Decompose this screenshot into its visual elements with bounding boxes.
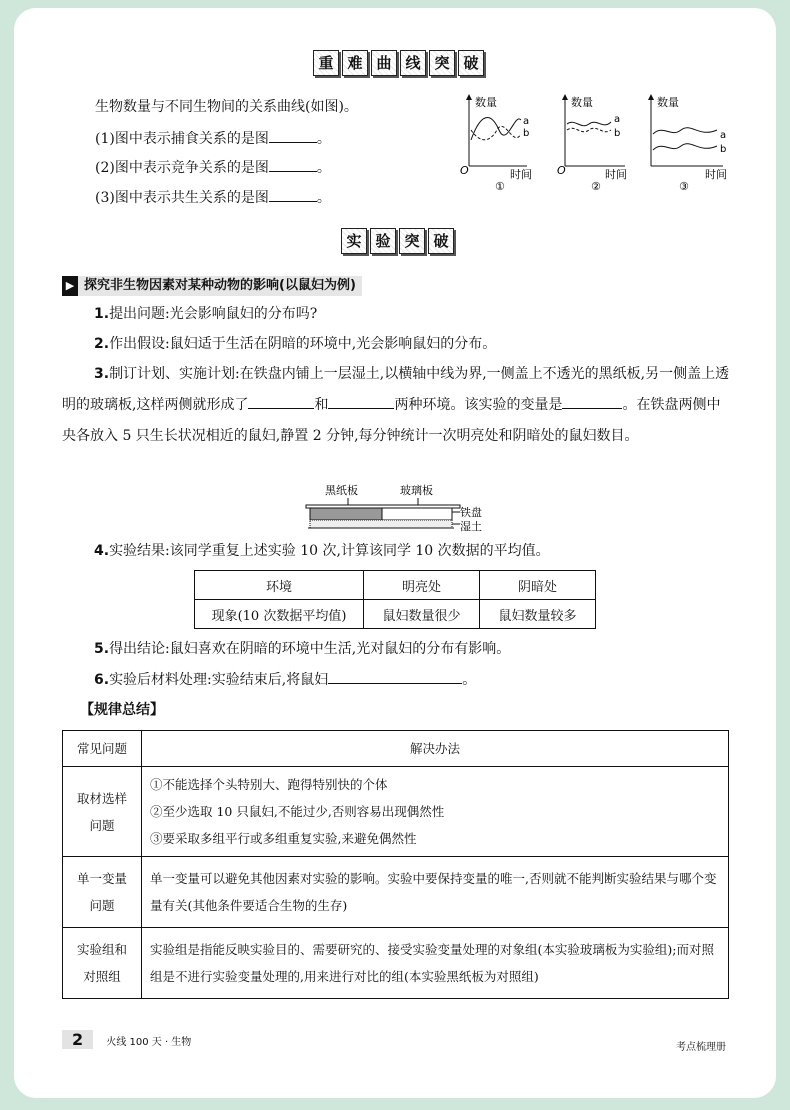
period: 。 <box>316 190 331 206</box>
play-triangle-icon: ▶ <box>62 276 78 296</box>
tray-diagram <box>300 480 500 534</box>
step-number: 2. <box>94 336 110 352</box>
table-cell: 鼠妇数量很少 <box>364 600 480 629</box>
question-3-text: (3)图中表示共生关系的是图 <box>95 190 269 206</box>
section-heading <box>62 276 362 296</box>
step-text: 得出结论:鼠妇喜欢在阴暗的环境中生活,光对鼠妇的分布有影响。 <box>109 641 511 657</box>
step-text: 制订计划、实施计划:在铁盘内铺上一层湿土,以横轴中线为界,一侧盖上不透光的黑纸板,另一侧盖上透明的玻璃板,这样两侧就形成了 <box>62 366 730 413</box>
step-text: 作出假设:鼠妇适于生活在阴暗的环境中,光会影响鼠妇的分布。 <box>109 336 497 352</box>
step-5 <box>94 634 730 665</box>
banner-char: 突 <box>429 50 455 76</box>
answer-blank[interactable] <box>328 394 394 409</box>
step-number: 4. <box>94 543 110 559</box>
soil-label: 湿土 <box>460 520 482 533</box>
question-1 <box>95 128 331 149</box>
question-1-text: (1)图中表示捕食关系的是图 <box>95 131 269 147</box>
graph-number: ① <box>495 180 505 192</box>
banner-char: 破 <box>458 50 484 76</box>
footer-right: 考点梳理册 <box>676 1042 726 1053</box>
banner-char: 曲 <box>371 50 397 76</box>
table-row <box>63 928 729 999</box>
graph-number: ② <box>591 180 601 192</box>
x-axis-label: 时间 <box>510 168 532 181</box>
period: 。 <box>462 672 477 688</box>
table-cell <box>142 767 729 857</box>
table-cell: 取材选样问题 <box>63 767 142 857</box>
curve-a-label: a <box>614 114 621 125</box>
banner-char: 实 <box>341 228 367 254</box>
curve-b-label: b <box>523 128 530 139</box>
table-header: 常见问题 <box>63 731 142 767</box>
results-table <box>194 570 596 629</box>
step-text: 实验结果:该同学重复上述实验 10 次,计算该同学 10 次数据的平均值。 <box>109 543 550 559</box>
intro-text: 生物数量与不同生物间的关系曲线(如图)。 <box>95 99 358 115</box>
curve-b-label: b <box>614 128 621 139</box>
question-2 <box>95 157 331 178</box>
wet-soil <box>310 520 452 528</box>
y-axis-label: 数量 <box>657 96 679 109</box>
origin-label: O <box>557 164 566 177</box>
step-text: 和 <box>314 397 329 413</box>
table-row <box>195 571 596 600</box>
step-text: 两种环境。该实验的变量是 <box>394 397 563 413</box>
solution-line: ②至少选取 10 只鼠妇,不能过少,否则容易出现偶然性 <box>150 804 445 819</box>
graph-number: ③ <box>679 180 689 192</box>
answer-blank[interactable] <box>269 128 317 143</box>
banner-char: 线 <box>400 50 426 76</box>
y-axis-label: 数量 <box>475 96 497 109</box>
banner-difficult-curves <box>313 50 484 76</box>
y-axis-label: 数量 <box>571 96 593 109</box>
step-number: 3. <box>94 366 110 382</box>
glass-board <box>382 508 452 520</box>
curve-b-label: b <box>720 144 727 155</box>
period: 。 <box>316 160 331 176</box>
banner-experiment <box>341 228 454 254</box>
relationship-graphs <box>455 92 745 192</box>
question-2-text: (2)图中表示竞争关系的是图 <box>95 160 269 176</box>
answer-blank[interactable] <box>248 394 314 409</box>
step-text: 实验后材料处理:实验结束后,将鼠妇 <box>109 672 329 688</box>
page-number: 2 <box>62 1030 93 1049</box>
table-cell: 单一变量可以避免其他因素对实验的影响。实验中要保持变量的唯一,否则就不能判断实验结果与哪个变量有关(其他条件要适合生物的生存) <box>142 857 729 928</box>
glass-board-label: 玻璃板 <box>400 484 433 497</box>
answer-blank[interactable] <box>328 669 462 684</box>
graph-predation <box>460 94 532 192</box>
period: 。 <box>316 131 331 147</box>
table-cell: 单一变量问题 <box>63 857 142 928</box>
answer-blank[interactable] <box>269 187 317 202</box>
table-header: 明亮处 <box>364 571 480 600</box>
answer-blank[interactable] <box>269 157 317 172</box>
step-4 <box>94 536 730 567</box>
solution-line: ③要采取多组平行或多组重复实验,来避免偶然性 <box>150 831 417 846</box>
curve-a-label: a <box>523 116 530 127</box>
black-board-label: 黑纸板 <box>325 484 358 497</box>
table-row <box>63 857 729 928</box>
tray-label: 铁盘 <box>460 506 482 519</box>
graph-symbiosis <box>648 94 727 192</box>
step-text: 。在铁盘两侧中央各放入 5 只生长状况相近的鼠妇,静置 2 分钟,每分钟统计一次明亮处和阴暗处的鼠妇数目。 <box>62 397 721 444</box>
book-title: 火线 100 天 · 生物 <box>106 1037 192 1048</box>
table-row <box>195 600 596 629</box>
solution-line: ①不能选择个头特别大、跑得特别快的个体 <box>150 777 388 792</box>
step-3 <box>62 359 730 452</box>
banner-char: 突 <box>399 228 425 254</box>
table-row <box>63 767 729 857</box>
step-6 <box>94 665 730 696</box>
table-cell: 实验组和对照组 <box>63 928 142 999</box>
banner-char: 破 <box>428 228 454 254</box>
step-text: 提出问题:光会影响鼠妇的分布吗? <box>109 306 318 322</box>
step-number: 1. <box>94 306 110 322</box>
step-number: 6. <box>94 672 110 688</box>
summary-title: 【规律总结】 <box>80 702 164 718</box>
table-header: 解决办法 <box>142 731 729 767</box>
summary-table <box>62 730 729 999</box>
curve-a-label: a <box>720 130 727 141</box>
origin-label: O <box>460 164 469 177</box>
graph-competition <box>557 94 627 192</box>
x-axis-label: 时间 <box>705 168 727 181</box>
table-cell: 鼠妇数量较多 <box>480 600 596 629</box>
table-row <box>63 731 729 767</box>
footer-left <box>62 1030 191 1049</box>
table-header: 阴暗处 <box>480 571 596 600</box>
banner-char: 重 <box>313 50 339 76</box>
answer-blank[interactable] <box>562 394 622 409</box>
section-title: 探究非生物因素对某种动物的影响(以鼠妇为例) <box>84 278 356 293</box>
table-header: 环境 <box>195 571 364 600</box>
step-2 <box>94 329 730 360</box>
table-cell: 实验组是指能反映实验目的、需要研究的、接受实验变量处理的对象组(本实验玻璃板为实验组);而对照组是不进行实验变量处理的,用来进行对比的组(本实验黑纸板为对照组) <box>142 928 729 999</box>
step-number: 5. <box>94 641 110 657</box>
table-cell: 现象(10 次数据平均值) <box>195 600 364 629</box>
black-board <box>310 508 382 520</box>
banner-char: 难 <box>342 50 368 76</box>
x-axis-label: 时间 <box>605 168 627 181</box>
banner-char: 验 <box>370 228 396 254</box>
step-1 <box>94 299 730 330</box>
question-3 <box>95 187 331 208</box>
